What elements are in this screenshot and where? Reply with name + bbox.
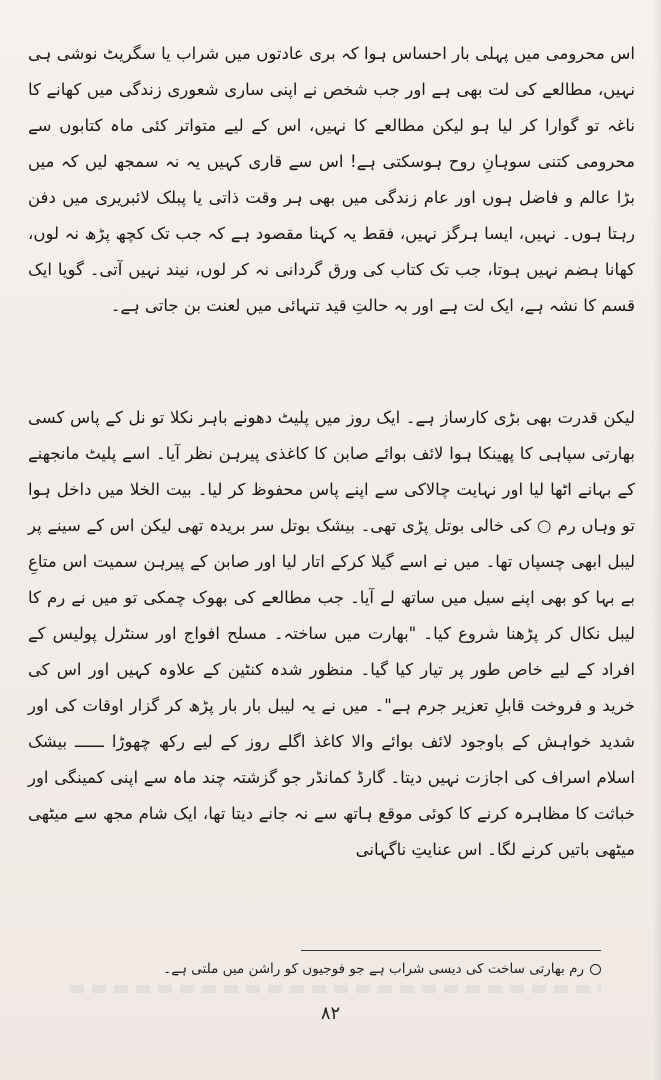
- body-paragraph-2: لیکن قدرت بھی بڑی کارساز ہے۔ ایک روز میں پلیٹ دھونے باہر نکلا تو نل کے پاس کسی بھارتی سپاہی کا پھینکا ہوا لائف بوائے صابن کا کاغذی پیرہن نظر آیا۔ اسے پلیٹ مانجھنے کے بہانے اٹھا لیا اور نہایت چالاکی سے اپنے پاس محفوظ کر لیا۔ بیت الخلا میں داخل ہوا تو وہاں رم ○ کی خالی بوتل پڑی تھی۔ بیشک بوتل سر بریدہ تھی لیکن اس کے سینے پر لیبل ابھی چسپاں تھا۔ میں نے اسے گیلا کرکے اتار لیا اور صابن کے پیرہن سمیت اس متاعِ بے بہا کو بھی اپنے سیل میں ساتھ لے آیا۔ جب مطالعے کی بھوک چمکی تو میں نے رم کا لیبل نکال کر پڑھنا شروع کیا۔ "بھارت میں ساختہ۔ مسلح افواج اور سنٹرل پولیس کے افراد کے لیے خاص طور پر تیار کیا گیا۔ منظور شدہ کنٹین کے علاوہ کہیں اور اس کی خرید و فروخت قابلِ تعزیر جرم ہے"۔ میں نے یہ لیبل بار بار پڑھ کر گزار اوقات کی اور شدید خواہش کے باوجود لائف بوائے والا کاغذ اگلے روز کے لیے رکھ چھوڑا ــــــ بیشک اسلام اسراف کی اجازت نہیں دیتا۔ گارڈ کمانڈر جو گزشتہ چند ماہ سے اپنی کمینگی اور خباثت کا مظاہرہ کرنے کا کوئی موقع ہاتھ سے نہ جانے دیتا تھا، ایک شام مجھ سے میٹھی میٹھی باتیں کرنے لگا۔ اس عنایتِ ناگہانی: [28, 408, 635, 859]
- footnote-divider: [301, 950, 601, 951]
- footnote-marker-icon: [590, 964, 601, 975]
- footnote-text: رم بھارتی ساخت کی دیسی شراب ہے جو فوجیوں کو راشن میں ملتی ہے۔: [163, 961, 584, 977]
- body-paragraph-1: اس محرومی میں پہلی بار احساس ہوا کہ بری عادتوں میں شراب یا سگریٹ نوشی ہی نہیں، مطالعے کی لت بھی ہے اور جب شخص نے اپنی ساری شعوری زندگی میں کھانے کا ناغہ تو گوارا کر لیا ہو لیکن مطالعے کا نہیں، اس کے لیے متواتر کئی ماہ کتابوں سے محرومی کتنی سوہانِ روح ہوسکتی ہے! اس سے قاری کہیں یہ نہ سمجھ لیں کہ میں بڑا عالم و فاضل ہوں اور عام زندگی میں بھی ہر وقت ذاتی یا پبلک لائبریری میں دفن رہتا ہوں۔ نہیں، ایسا ہرگز نہیں، فقط یہ کہنا مقصود ہے کہ جب تک کچھ پڑھ نہ لوں، کھانا ہضم نہیں ہوتا، جب تک کتاب کی ورق گردانی نہ کر لوں، نیند نہیں آتی۔ گویا ایک قسم کا نشہ ہے، ایک لت ہے اور بہ حالتِ قید تنہائی میں لعنت بن جاتی ہے۔: [28, 44, 635, 315]
- page-number: ۸۲: [320, 1003, 341, 1024]
- bleed-through-text: [70, 985, 601, 993]
- footnote: [163, 958, 601, 980]
